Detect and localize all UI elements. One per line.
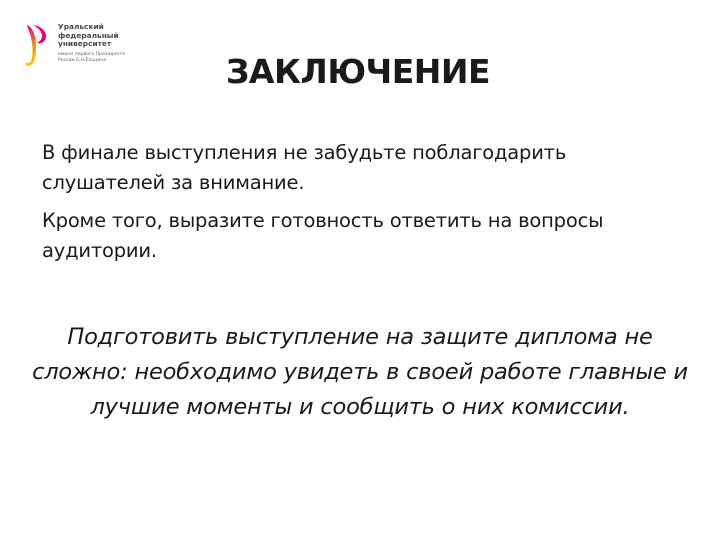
slide-title	[0, 50, 720, 94]
paragraph-thanks: В финале выступления не забудьте поблагодарить слушателей за внимание.	[42, 141, 567, 194]
logo-subline-1: имени первого Президента	[58, 51, 125, 57]
logo-line-3: университет	[58, 39, 112, 49]
slide-body	[42, 138, 682, 274]
paragraph-questions: Кроме того, выразите готовность ответить на вопросы аудитории.	[42, 209, 604, 262]
closing-quote: Подготовить выступление на защите диплома не сложно: необходимо увидеть в своей работе главные и лучшие моменты и сообщить о них комиссии.	[32, 324, 688, 420]
logo-line-2: федеральный	[58, 30, 119, 40]
slide-title-text: ЗАКЛЮЧЕНИЕ	[225, 52, 491, 91]
logo-subline-2: России Б.Н.Ельцина	[58, 57, 107, 63]
logo-line-1: Уральский	[58, 22, 104, 31]
